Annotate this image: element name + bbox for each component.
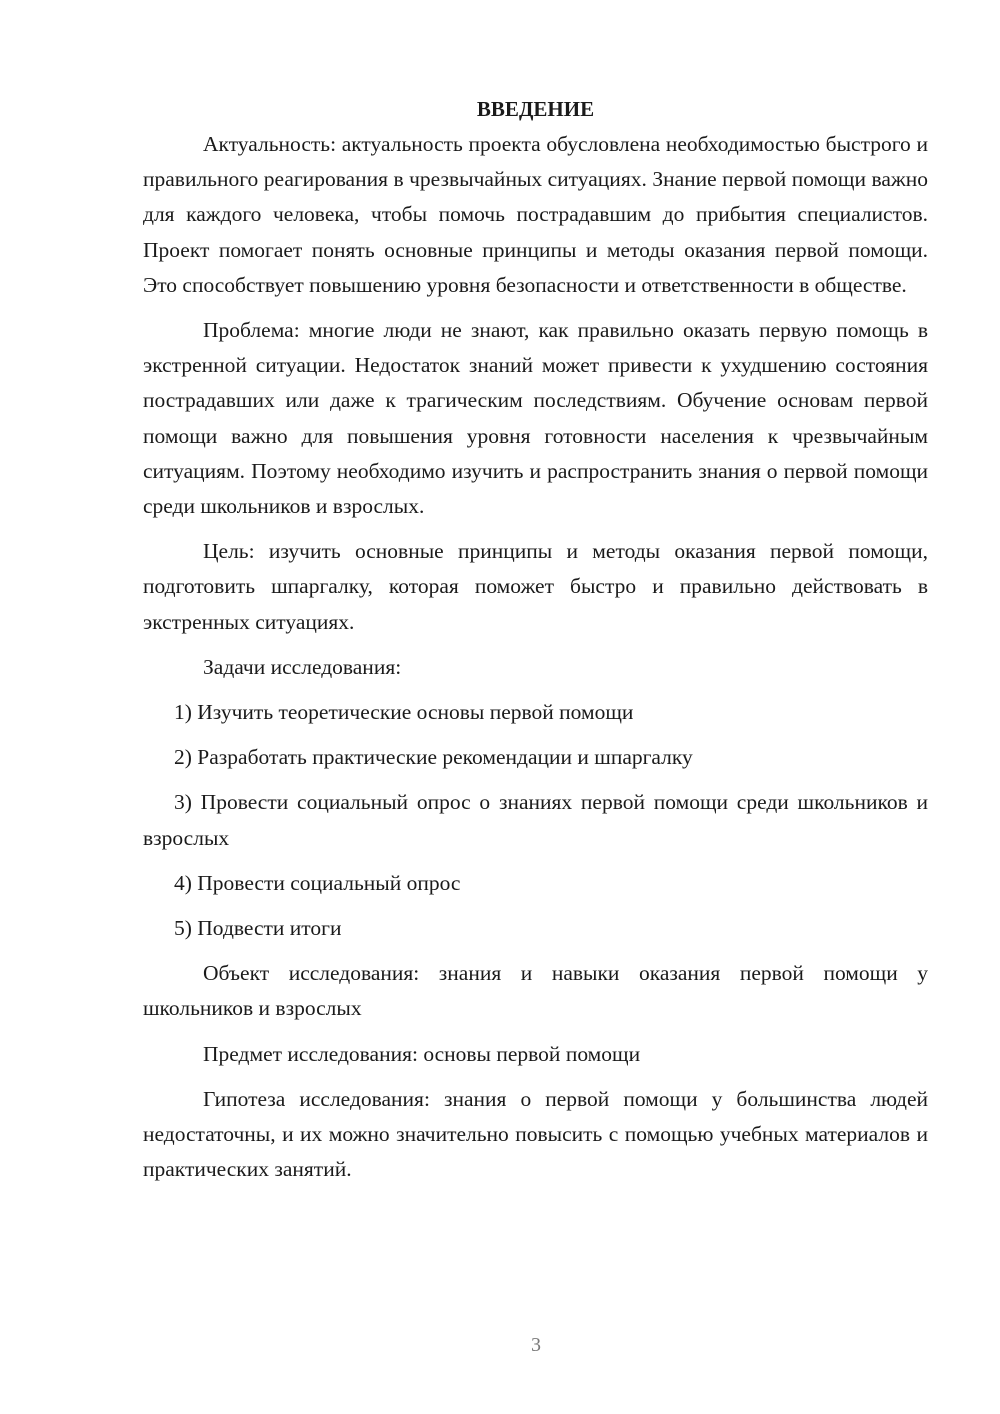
problem-paragraph: Проблема: многие люди не знают, как правильно оказать первую помощь в экстренной ситуации. Недостаток знаний может привести к ухудшению состояния пострадавших или даже к трагическим последствиям. Обучение основам первой помощи важно для повышения уровня готовности населения к чрезвычайным ситуациям. Поэтому необходимо изучить и распространить знания о первой помощи среди школьников и взрослых.: [143, 318, 928, 519]
task-item-3: 3) Провести социальный опрос о знаниях первой помощи среди школьников и взрослых: [143, 790, 928, 850]
task-item-5: 5) Подвести итоги: [174, 916, 342, 941]
page-content: [143, 92, 928, 1197]
task-item-2: 2) Разработать практические рекомендации и шпаргалку: [174, 745, 693, 770]
goal-paragraph: Цель: изучить основные принципы и методы оказания первой помощи, подготовить шпаргалку, которая поможет быстро и правильно действовать в экстренных ситуациях.: [143, 539, 928, 634]
relevance-paragraph: Актуальность: актуальность проекта обусловлена необходимостью быстрого и правильного реагирования в чрезвычайных ситуациях. Знание первой помощи важно для каждого человека, чтобы помочь пострадавшим до прибытия специалистов. Проект помогает понять основные принципы и методы оказания первой помощи. Это способствует повышению уровня безопасности и ответственности в обществе.: [143, 132, 928, 297]
hypothesis-paragraph: Гипотеза исследования: знания о первой помощи у большинства людей недостаточны, и их можно значительно повысить с помощью учебных материалов и практических занятий.: [143, 1086, 928, 1182]
tasks-title: Задачи исследования:: [203, 654, 402, 679]
section-heading: ВВЕДЕНИЕ: [476, 97, 595, 121]
object-paragraph: Объект исследования: знания и навыки оказания первой помощи у школьников и взрослых: [143, 961, 928, 1021]
task-item-4: 4) Провести социальный опрос: [174, 870, 461, 895]
page-number: 3: [531, 1334, 541, 1356]
task-item-1: 1) Изучить теоретические основы первой помощи: [174, 700, 634, 725]
subject-paragraph: Предмет исследования: основы первой помощи: [203, 1041, 641, 1066]
